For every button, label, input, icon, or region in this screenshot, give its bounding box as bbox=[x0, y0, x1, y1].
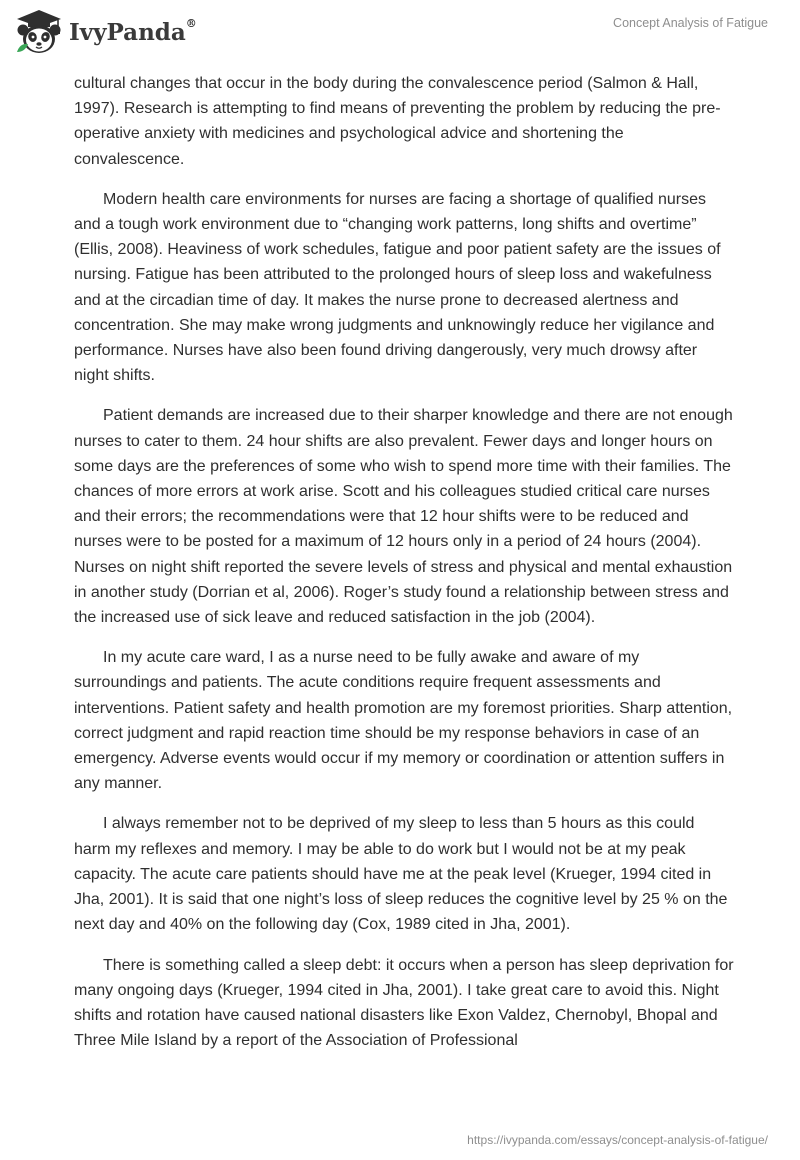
paragraph-5: I always remember not to be deprived of my sleep to less than 5 hours as this could harm my reflexes and memory. I may be able to do work but I would not be at my peak capacity. The acute care patients should have me at the peak level (Krueger, 1994 cited in Jha, 2001). It is said that one night’s loss of sleep reduces the cognitive level by 25 % on the next day and 40% on the following day (Cox, 1989 cited in Jha, 2001). bbox=[74, 815, 728, 934]
source-url-link[interactable]: https://ivypanda.com/essays/concept-analysis-of-fatigue/ bbox=[467, 1133, 768, 1147]
paragraph-6: There is something called a sleep debt: it occurs when a person has sleep deprivation for many ongoing days (Krueger, 1994 cited in Jha, 2001). I take great care to avoid this. Night shifts and rotation have caused national disasters like Exon Valdez, Chernobyl, Bhopal and Three Mile Island by a report of the Association of Professional bbox=[74, 956, 734, 1050]
page-header bbox=[0, 0, 800, 70]
paragraph-1: cultural changes that occur in the body during the convalescence period (Salmon & Hall, 1997). Research is attempting to find means of preventing the problem by reducing the pre-operative anxiety with medicines and psychological advice and shortening the convalescence. bbox=[74, 75, 721, 168]
registered-mark: ® bbox=[185, 17, 197, 30]
paragraph-3: Patient demands are increased due to their sharper knowledge and there are not enough nurses to cater to them. 24 hour shifts are also prevalent. Fewer days and longer hours on some days are the preferences of some who wish to spend more time with their families. The chances of more errors at work arise. Scott and his colleagues studied critical care nurses and their errors; the recommendations were that 12 hour shifts were to be reduced and nurses were to be posted for a maximum of 12 hours only in a period of 24 hours (2004). Nurses on night shift reported the severe levels of stress and physical and mental exhaustion in another study (Dorrian et al, 2006). Roger’s study found a relationship between stress and the increased use of sick leave and reduced satisfaction in the job (2004). bbox=[74, 407, 733, 627]
brand-logo[interactable] bbox=[14, 8, 197, 56]
document-title: Concept Analysis of Fatigue bbox=[613, 16, 768, 30]
panda-logo-icon bbox=[14, 8, 64, 56]
essay-body bbox=[74, 71, 734, 1068]
paragraph-2: Modern health care environments for nurses are facing a shortage of qualified nurses and a tough work environment due to “changing work patterns, long shifts and overtime” (Ellis, 2008). Heaviness of work schedules, fatigue and poor patient safety are the issues of nursing. Fatigue has been attributed to the prolonged hours of sleep loss and wakefulness and at the circadian time of day. It makes the nurse prone to decreased alertness and concentration. She may make wrong judgments and unknowingly reduce her vigilance and performance. Nurses have also been found driving dangerously, very much drowsy after night shifts. bbox=[74, 190, 721, 385]
brand-name: IvyPanda® bbox=[69, 17, 197, 46]
paragraph-4: In my acute care ward, I as a nurse need to be fully awake and aware of my surroundings and patients. The acute conditions require frequent assessments and interventions. Patient safety and health promotion are my foremost priorities. Sharp attention, correct judgment and rapid reaction time should be my response behaviors in case of an emergency. Adverse events would occur if my memory or coordination or attention suffers in any manner. bbox=[74, 649, 733, 793]
